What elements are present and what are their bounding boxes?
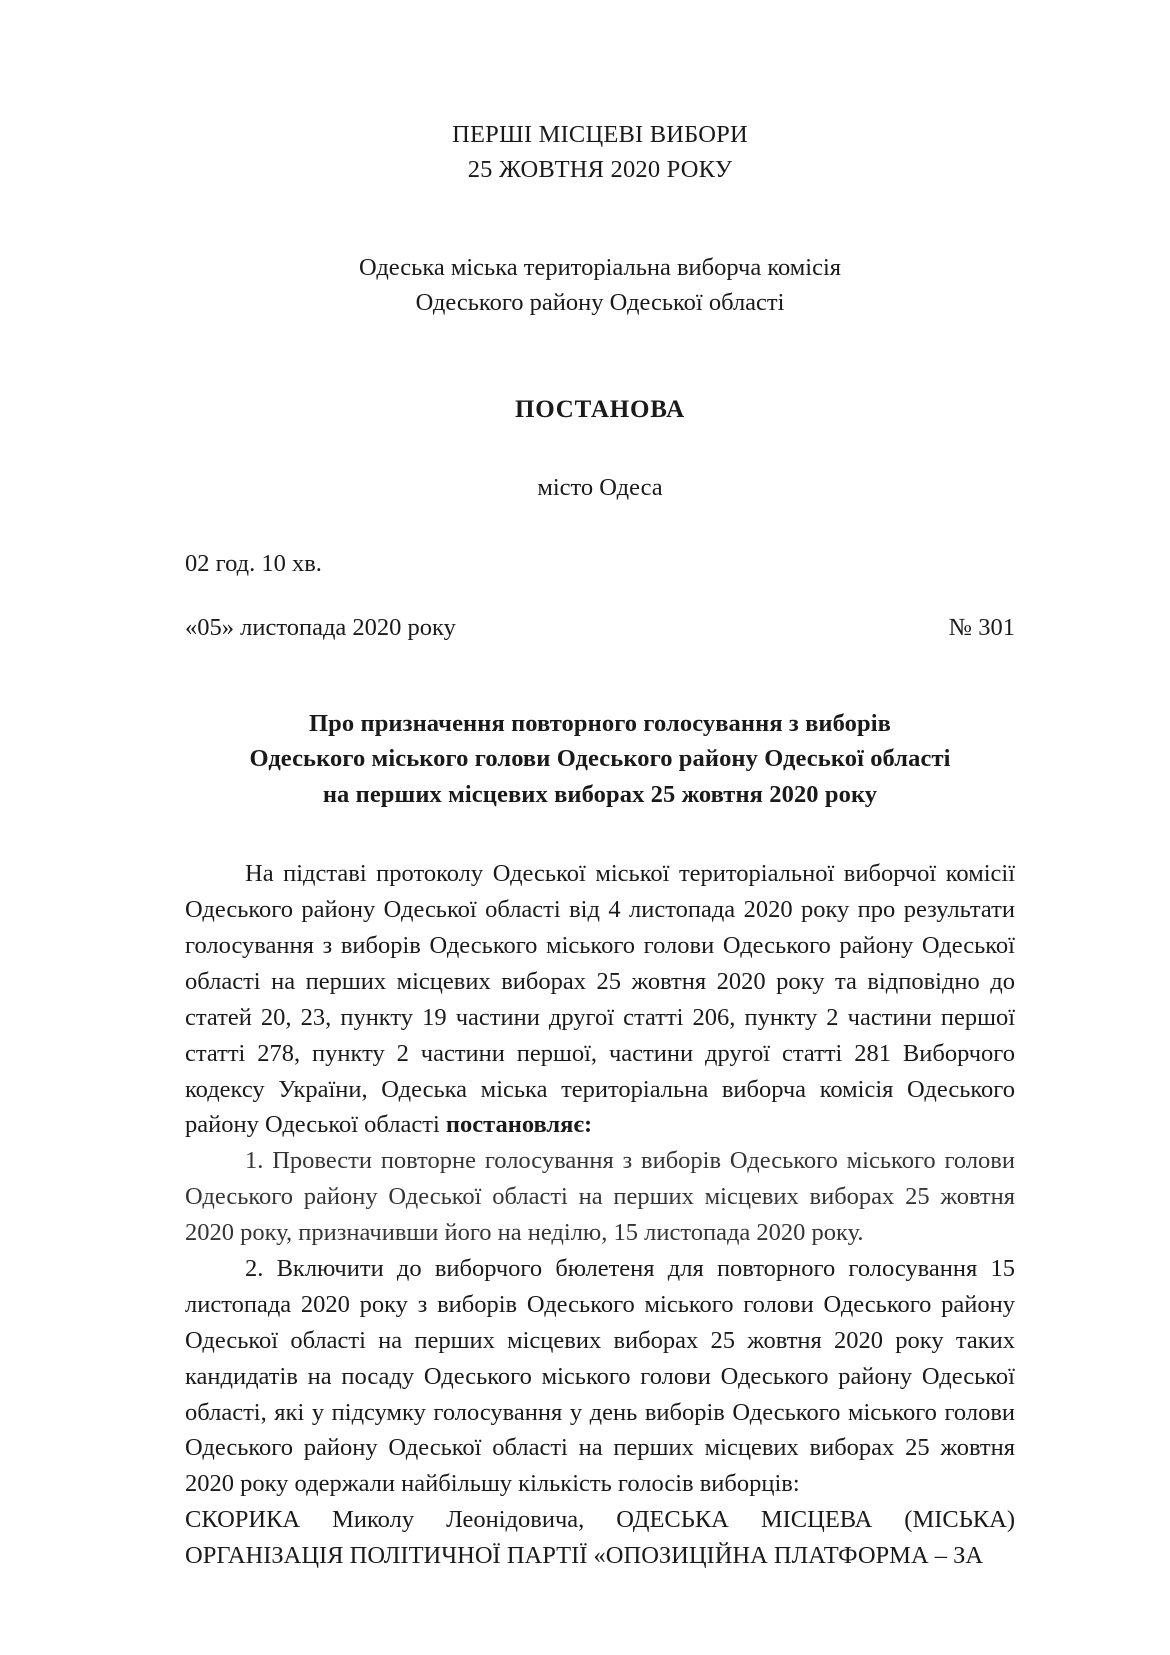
document-number: № 301 xyxy=(948,613,1015,641)
commission-line-2: Одеського району Одеської області xyxy=(415,288,785,316)
clause-1-paragraph: 1. Провести повторне голосування з виборів Одеського міського голови Одеського району Одеської області на перших місцевих виборах 25 жовтня 2020 року, призначивши його на неділю, 15 листопада 2020 року. xyxy=(185,1147,1015,1247)
preamble-text: На підставі протоколу Одеської міської територіальної виборчої комісії Одеського району Одеської області від 4 листопада 2020 року про результати голосування з виборів Одеського міського голови Одеського району Одеської області на перших місцевих виборах 25 жовтня 2020 року та відповідно до статей 20, 23, пункту 19 частини другої статті 206, пункту 2 частини першої статті 278, пункту 2 частини першої, частини другої статті 281 Виборчого кодексу України, Одеська міська територіальна виборча комісія Одеського району Одеської області xyxy=(185,860,1015,1139)
document-time: 02 год. 10 хв. xyxy=(185,549,322,577)
document-content xyxy=(185,0,1015,1574)
election-header-line-2: 25 ЖОВТНЯ 2020 РОКУ xyxy=(467,155,733,183)
preamble-paragraph xyxy=(185,856,1015,1143)
resolution-title xyxy=(185,706,1015,813)
election-header xyxy=(185,118,1015,188)
document-city: місто Одеса xyxy=(537,473,663,501)
resolution-title-line-3: на перших місцевих виборах 25 жовтня 2020 року xyxy=(322,780,878,808)
candidate-entry-paragraph: СКОРИКА Миколу Леонідовича, ОДЕСЬКА МІСЦЕВА (МІСЬКА) ОРГАНІЗАЦІЯ ПОЛІТИЧНОЇ ПАРТІЇ «ОПОЗИЦІЙНА ПЛАТФОРМА – ЗА xyxy=(185,1506,1015,1570)
commission-line-1: Одеська міська територіальна виборча комісія xyxy=(358,253,842,281)
date-number-row xyxy=(185,614,1015,642)
commission-name xyxy=(185,250,1015,320)
clause-2-paragraph: 2. Включити до виборчого бюлетеня для повторного голосування 15 листопада 2020 року з виборів Одеського міського голови Одеського району Одеської області на перших місцевих виборах 25 жовтня 2020 року таких кандидатів на посаду Одеського міського голови Одеського району Одеської області, які у підсумку голосування у день виборів Одеського міського голови Одеського району Одеської області на перших місцевих виборах 25 жовтня 2020 року одержали найбільшу кількість голосів виборців: xyxy=(185,1254,1015,1498)
preamble-decides-word: постановляє: xyxy=(445,1111,593,1139)
resolution-title-line-2: Одеського міського голови Одеського району Одеської області xyxy=(249,745,951,773)
election-header-line-1: ПЕРШІ МІСЦЕВІ ВИБОРИ xyxy=(452,121,748,148)
document-type-heading: ПОСТАНОВА xyxy=(515,395,685,423)
resolution-body xyxy=(185,856,1015,1574)
document-date: «05» листопада 2020 року xyxy=(185,613,456,641)
resolution-title-line-1: Про призначення повторного голосування з виборів xyxy=(309,709,891,737)
